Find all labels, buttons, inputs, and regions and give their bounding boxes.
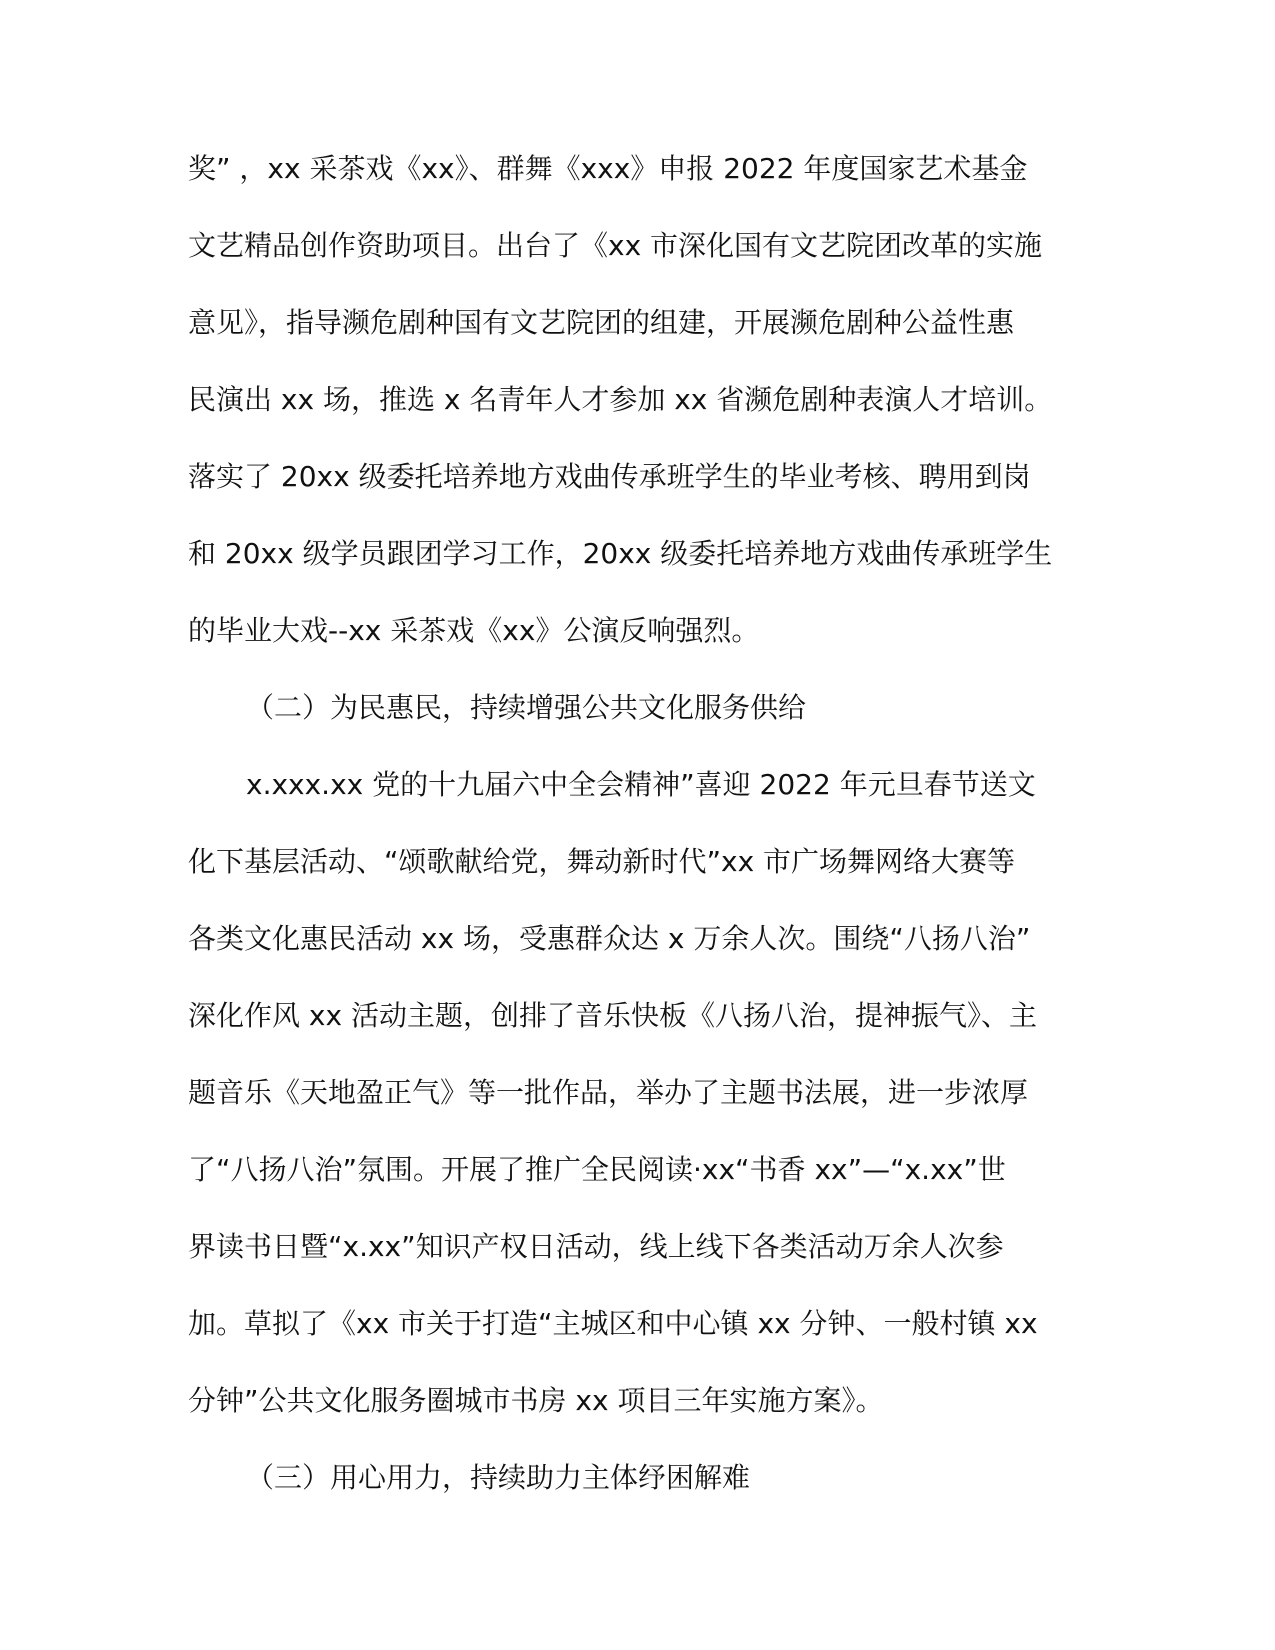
text-line: 加。草拟了《xx 市关于打造“主城区和中心镇 xx 分钟、一般村镇 xx — [188, 1307, 1038, 1340]
text-line: 意见》，指导濒危剧种国有文艺院团的组建，开展濒危剧种公益性惠 — [188, 306, 1015, 339]
text-line: 民演出 xx 场，推选 x 名青年人才参加 xx 省濒危剧种表演人才培训。 — [188, 383, 1053, 416]
text-line: 和 20xx 级学员跟团学习工作，20xx 级委托培养地方戏曲传承班学生 — [188, 537, 1053, 570]
paragraph-start-line: x.xxx.xx 党的十九届六中全会精神”喜迎 2022 年元旦春节送文 — [246, 768, 1036, 801]
text-line: 文艺精品创作资助项目。出台了《xx 市深化国有文艺院团改革的实施 — [188, 229, 1043, 262]
text-line: 了“八扬八治”氛围。开展了推广全民阅读·xx“书香 xx”—“x.xx”世 — [188, 1153, 1006, 1186]
text-line: 化下基层活动、“颂歌献给党，舞动新时代”xx 市广场舞网络大赛等 — [188, 845, 1016, 878]
text-line: 奖” ，xx 采茶戏《xx》、群舞《xxx》申报 2022 年度国家艺术基金 — [188, 152, 1028, 185]
text-line: 分钟”公共文化服务圈城市书房 xx 项目三年实施方案》。 — [188, 1384, 884, 1417]
section-heading-2: （二）为民惠民，持续增强公共文化服务供给 — [246, 691, 807, 724]
body-text — [188, 140, 1088, 1526]
section-heading-3: （三）用心用力，持续助力主体纾困解难 — [246, 1461, 751, 1494]
text-line: 题音乐《天地盈正气》等一批作品，举办了主题书法展，进一步浓厚 — [188, 1076, 1029, 1109]
text-line: 各类文化惠民活动 xx 场，受惠群众达 x 万余人次。围绕“八扬八治” — [188, 922, 1031, 955]
text-line: 落实了 20xx 级委托培养地方戏曲传承班学生的毕业考核、聘用到岗 — [188, 460, 1031, 493]
text-line: 的毕业大戏--xx 采茶戏《xx》公演反响强烈。 — [188, 614, 760, 647]
text-line: 界读书日暨“x.xx”知识产权日活动，线上线下各类活动万余人次参 — [188, 1230, 1004, 1263]
text-line: 深化作风 xx 活动主题，创排了音乐快板《八扬八治，提神振气》、主 — [188, 999, 1037, 1032]
